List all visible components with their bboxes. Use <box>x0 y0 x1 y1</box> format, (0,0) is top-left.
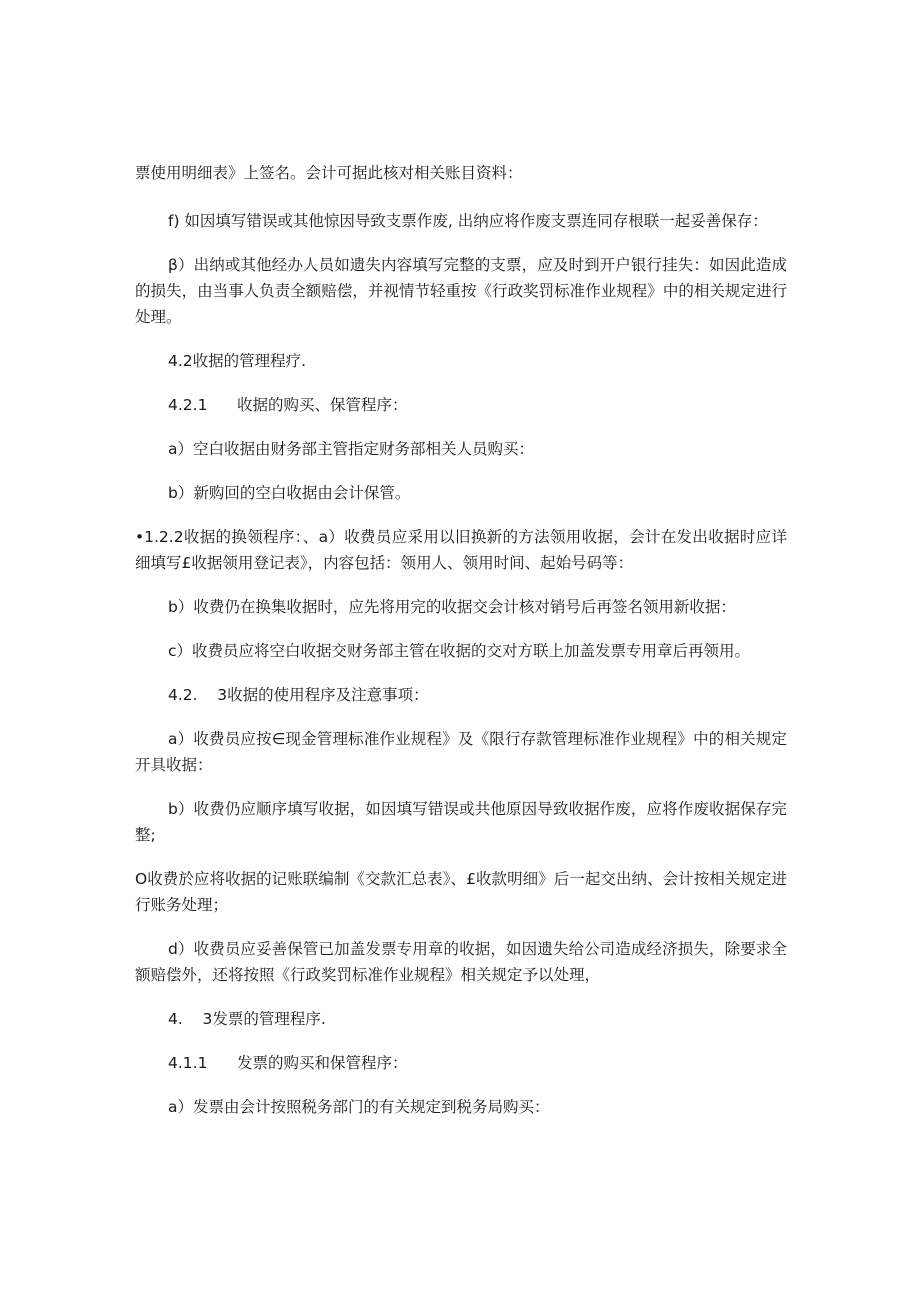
paragraph-blank-receipt-custody: b）新购回的空白收据由会计保管。 <box>168 484 411 502</box>
paragraph-blank-receipt-purchase: a）空白收据由财务部主管指定财务部相关人员购买： <box>168 440 535 458</box>
subsection-heading-invoice-purchase: 4.1.1 发票的购买和保管程序： <box>168 1054 408 1072</box>
paragraph-issue-receipt: a）收费员应按∈现金管理标准作业规程》及《限行存款管理标准作业规程》中的相关规定开具收据： <box>135 730 787 774</box>
paragraph-receipt-renewal: b）收费仍在换集收据时，应先将用完的收据交会计核对销号后再签名领用新收据： <box>168 598 736 616</box>
paragraph-invoice-purchase: a）发票由会计按照税务部门的有关规定到税务局购买： <box>168 1098 550 1116</box>
document-body <box>135 160 787 1138</box>
subsection-heading-purchase: 4.2.1 收据的购买、保管程序： <box>168 396 408 414</box>
paragraph-void-cheque: f) 如因填写错误或其他惊因导致支票作废, 出纳应将作废支票连同存根联一起妥善保存： <box>168 212 768 230</box>
paragraph-stamped-receipt-custody: d）收费员应妥善保管已加盖发票专用章的收据，如因遗失给公司造成经济损失，除要求全额赔偿外，还将按照《行政奖罚标准作业规程》相关规定予以处理， <box>135 940 787 984</box>
paragraph-receipt-exchange: •1.2.2收据的换领程序：、a）收费员应采用以旧换新的方法领用收据，会计在发出收据时应详细填写£收据领用登记表》，内容包括：领用人、领用时间、起始号码等： <box>135 528 787 572</box>
paragraph-receipt-stamp: c）收费员应将空白收据交财务部主管在收据的交对方联上加盖发票专用章后再领用。 <box>168 642 751 660</box>
paragraph-accounting-copy: O收费於应将收据的记账联编制《交款汇总表》、£收款明细》后一起交出纳、会计按相关规定进行账务处理； <box>135 870 787 914</box>
paragraph-sequential-fill: b）收费仍应顺序填写收据，如因填写错误或共他原因导致收据作废，应将作废收据保存完整; <box>135 800 787 844</box>
paragraph-signature-note: 票使用明细表》上签名。会计可据此核对相关账目资料： <box>135 164 523 182</box>
section-heading-receipts: 4.2收据的管理程疗. <box>168 352 307 370</box>
subsection-heading-usage: 4.2. 3收据的使用程序及注意事项： <box>168 686 429 704</box>
section-heading-invoices: 4. 3发票的管理程序. <box>168 1010 326 1028</box>
paragraph-lost-cheque: β）出纳或其他经办人员如遗失内容填写完整的支票，应及时到开户银行挂失：如因此造成的损失，由当事人负责全额赔偿，并视情节轻重按《行政奖罚标准作业规程》中的相关规定进行处理。 <box>135 256 787 326</box>
